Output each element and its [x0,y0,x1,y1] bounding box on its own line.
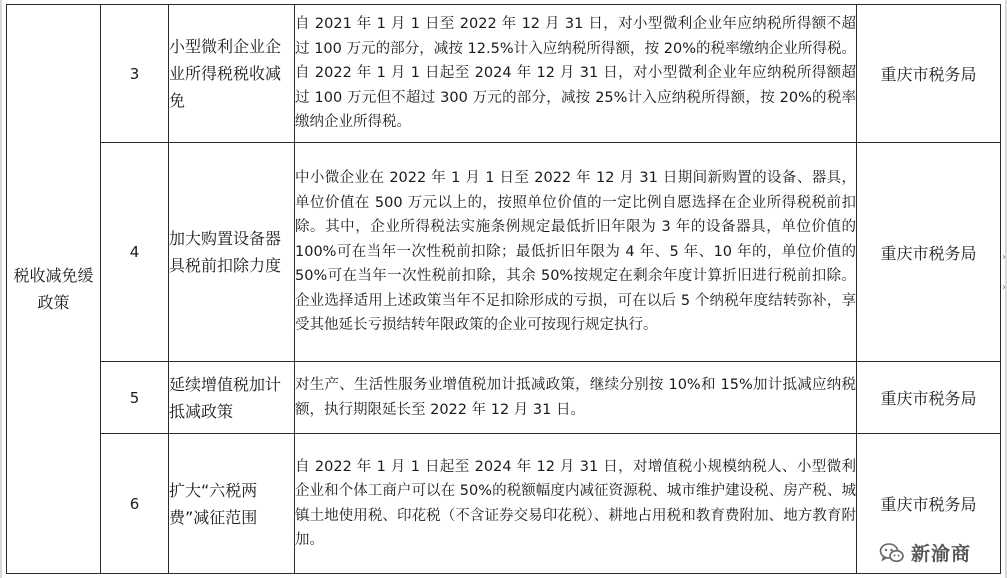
policy-name: 小型微利企业企业所得税税收减免 [169,5,295,143]
table-row [7,434,1001,574]
watermark-text: 新渝商 [910,543,971,565]
policy-content: 自 2021 年 1 月 1 日至 2022 年 12 月 31 日，对小型微利企业年应纳税所得额不超过 100 万元的部分，减按 12.5%计入应纳税所得额，按 20%的税率缴纳企业所得税。自 2022 年 1 月 1 日起至 2024 年 12 月 31 日，对小型微利企业年应纳税所得额超过 100 万元但不超过 300 万元的部分，减按 25%计入应纳税所得额，按 20%的税率缴纳企业所得税。 [295,5,857,143]
row-number: 4 [101,143,169,362]
table-row [7,5,1001,143]
policy-table [6,4,1001,574]
policy-name: 延续增值税加计抵减政策 [169,362,295,434]
left-page-edge [0,0,2,578]
department-cell: 重庆市税务局 [857,434,1001,574]
row-number: 3 [101,5,169,143]
table-row [7,362,1001,434]
policy-content: 对生产、生活性服务业增值税加计抵减政策，继续分别按 10%和 15%加计抵减应纳税额，执行期限延长至 2022 年 12 月 31 日。 [295,362,857,434]
policy-content: 中小微企业在 2022 年 1 月 1 日至 2022 年 12 月 31 日期间新购置的设备、器具，单位价值在 500 万元以上的，按照单位价值的一定比例自愿选择在企业所得税税前扣除。其中，企业所得税法实施条例规定最低折旧年限为 3 年的设备器具，单位价值的 100%可在当年一次性税前扣除；最低折旧年限为 4 年、5 年、10 年的，单位价值的 50%可在当年一次性税前扣除，其余 50%按规定在剩余年度计算折旧进行税前扣除。企业选择适用上述政策当年不足扣除形成的亏损，可在以后 5 个纳税年度结转弥补，享受其他延长亏损结转年限政策的企业可按现行规定执行。 [295,143,857,362]
wechat-icon [879,541,905,565]
edge-marker-icon: › [1002,282,1006,293]
watermark [879,539,971,566]
department-cell: 重庆市税务局 [857,143,1001,362]
policy-name: 加大购置设备器具税前扣除力度 [169,143,295,362]
table-row [7,143,1001,362]
edge-marker-icon: › [1002,252,1006,263]
row-number: 5 [101,362,169,434]
policy-name: 扩大“六税两费”减征范围 [169,434,295,574]
category-cell: 税收减免缓政策 [7,5,101,574]
row-number: 6 [101,434,169,574]
policy-content: 自 2022 年 1 月 1 日起至 2024 年 12 月 31 日，对增值税小规模纳税人、小型微利企业和个体工商户可以在 50%的税额幅度内减征资源税、城市维护建设税、房产税、城镇土地使用税、印花税（不含证券交易印花税）、耕地占用税和教育费附加、地方教育附加。 [295,434,857,574]
department-cell: 重庆市税务局 [857,5,1001,143]
department-cell: 重庆市税务局 [857,362,1001,434]
